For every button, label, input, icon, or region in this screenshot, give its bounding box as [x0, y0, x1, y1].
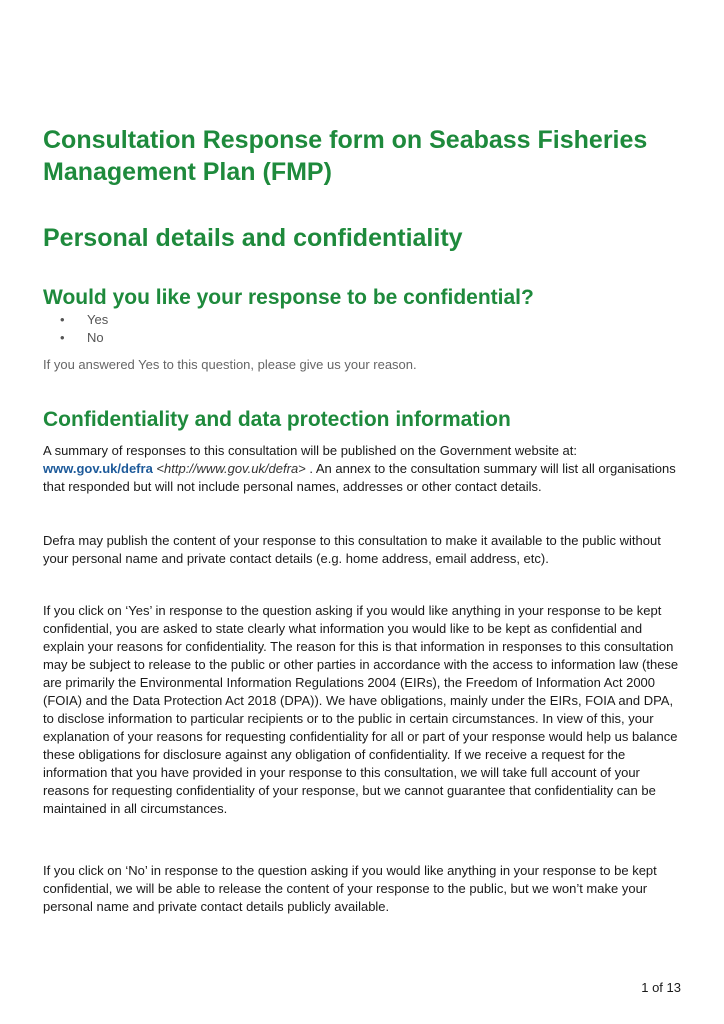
data-protection-heading: Confidentiality and data protection information: [43, 408, 511, 431]
option-yes-label: Yes: [87, 312, 109, 327]
reason-note: If you answered Yes to this question, please give us your reason.: [43, 357, 417, 372]
option-no: [60, 329, 108, 347]
no-confidential-paragraph: If you click on ‘No’ in response to the question asking if you would like anything in your response to be kept confidential, we will be able to release the content of your response to the public, but we won’t make your personal name and private contact details publicly available.: [43, 863, 657, 914]
yes-confidential-paragraph: If you click on ‘Yes’ in response to the question asking if you would like anything in your response to be kept confidential, you are asked to state clearly what information you would like to be kept as confidential and explain your reasons for confidentiality. The reason for this is that information in responses to this consultation may be subject to release to the public or other parties in accordance with the access to information law (these are primarily the Environmental Information Regulations 2004 (EIRs), the Freedom of Information Act 2000 (FOIA) and the Data Protection Act 2018 (DPA)). We have obligations, mainly under the EIRs, FOIA and DPA, to disclose information to particular recipients or to the public in certain circumstances. In view of this, your explanation of your reasons for requesting confidentiality for all or part of your response would help us balance these obligations for disclosure against any obligation of confidentiality. If we receive a request for the information that you have provided in your response to this consultation, we will take full account of your reasons for requesting confidentiality of your response, but we cannot guarantee that confidentiality can be maintained in all circumstances.: [43, 603, 679, 816]
section-title: Personal details and confidentiality: [43, 224, 463, 252]
defra-link[interactable]: www.gov.uk/defra: [43, 461, 153, 476]
page-number: 1 of 13: [641, 980, 681, 995]
bullet-icon: •: [60, 330, 65, 345]
confidential-question-heading: Would you like your response to be confidential?: [43, 286, 534, 309]
confidential-options-list: [60, 311, 108, 347]
summary-text-start: A summary of responses to this consultation will be published on the Government website at:: [43, 443, 578, 458]
option-no-label: No: [87, 330, 104, 345]
defra-url: <http://www.gov.uk/defra>: [156, 461, 306, 476]
option-yes: [60, 311, 108, 329]
document-title: Consultation Response form on Seabass Fisheries Management Plan (FMP): [43, 126, 648, 186]
summary-paragraph: [43, 442, 683, 496]
bullet-icon: •: [60, 312, 65, 327]
publish-paragraph: Defra may publish the content of your response to this consultation to make it available to the public without your personal name and private contact details (e.g. home address, email address, etc).: [43, 533, 661, 566]
summary-text-end: . An annex to the consultation summary will list all organisations that responded but will not include personal names, addresses or other contact details.: [43, 461, 676, 494]
